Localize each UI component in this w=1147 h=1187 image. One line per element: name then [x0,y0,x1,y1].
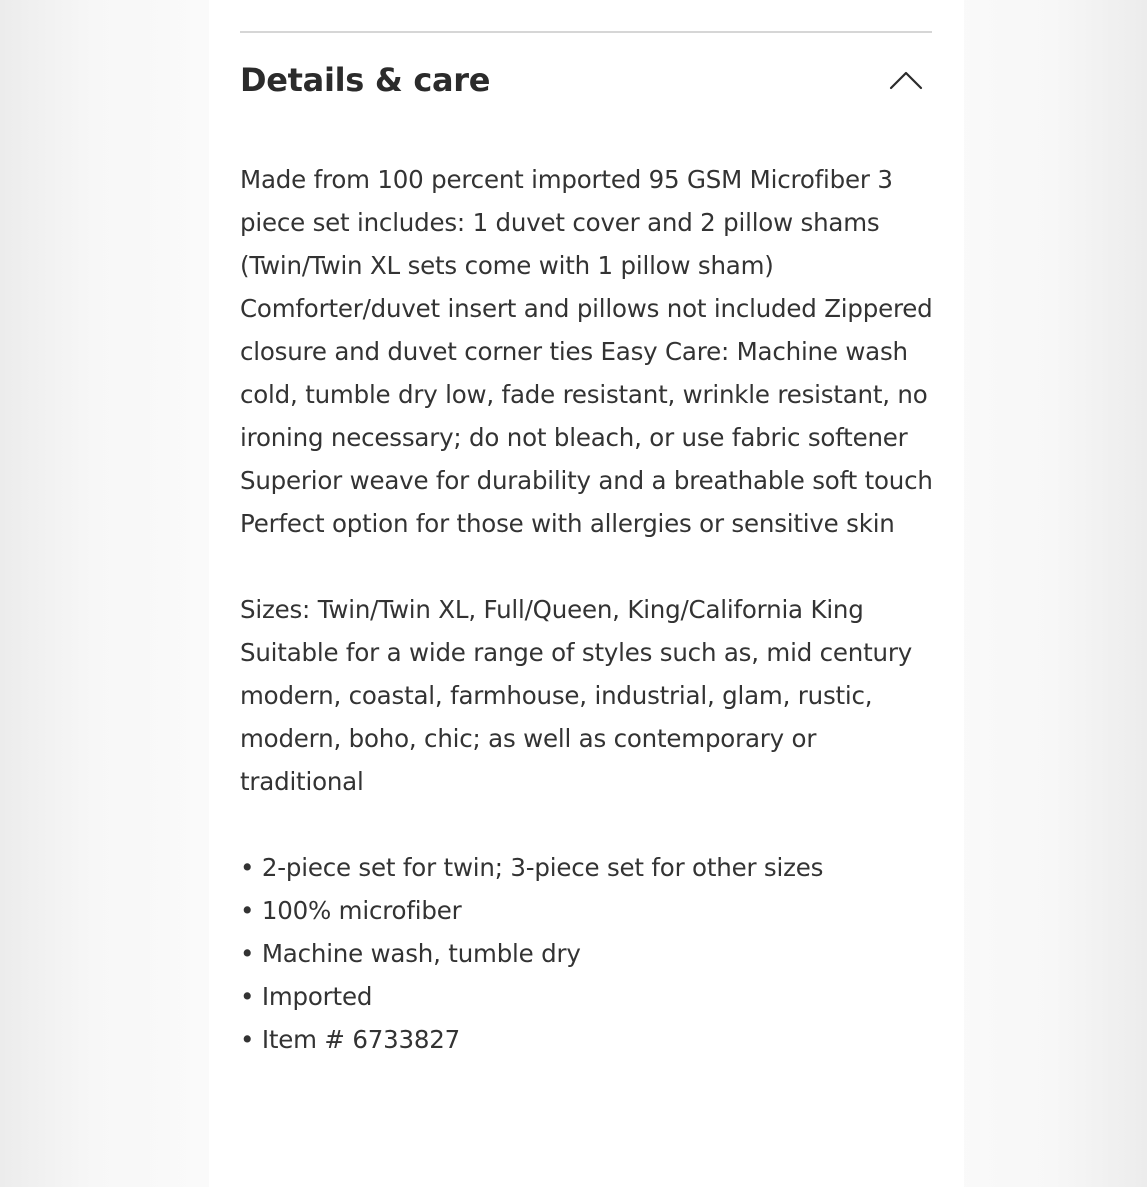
feature-list [240,846,940,1061]
list-item: • 2-piece set for twin; 3-piece set for other sizes [240,853,824,882]
description-paragraph: Made from 100 percent imported 95 GSM Microfiber 3 piece set includes: 1 duvet cover and 2 pillow shams (Twin/Twin XL sets come with 1 pillow sham) Comforter/duvet insert and pillows not included Zippered closure and duvet corner ties Easy Care: Machine wash cold, tumble dry low, fade resistant, wrinkle resistant, no ironing necessary; do not bleach, or use fabric softener Superior weave for durability and a breathable soft touch Perfect option for those with allergies or sensitive skin [240,165,933,538]
list-item: • Item # 6733827 [240,1025,461,1054]
sizes-paragraph: Sizes: Twin/Twin XL, Full/Queen, King/California King [240,595,864,624]
chevron-up-icon[interactable] [886,60,926,100]
spacer [240,803,940,846]
list-item: • 100% microfiber [240,896,462,925]
list-item: • Imported [240,982,373,1011]
spacer [240,545,940,588]
list-item: • Machine wash, tumble dry [240,939,581,968]
section-title: Details & care [240,61,491,99]
styles-paragraph: Suitable for a wide range of styles such as, mid century modern, coastal, farmhouse, industrial, glam, rustic, modern, boho, chic; as well as contemporary or traditional [240,638,913,796]
section-divider [240,31,932,33]
details-content [240,158,940,1061]
details-panel [209,0,964,1187]
details-care-accordion-header[interactable] [240,52,932,108]
